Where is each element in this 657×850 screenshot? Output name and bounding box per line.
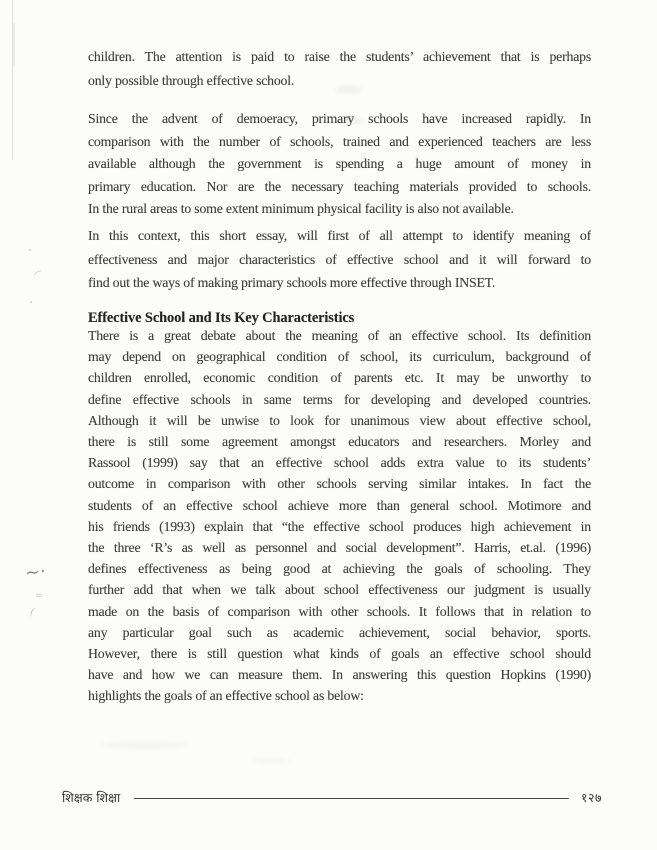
text-line: highlights the goals of an effective school as below: <box>88 688 364 704</box>
text-line: primary education. Nor are the necessary teaching materials provided to schools. <box>88 178 591 194</box>
text-line: his friends (1993) explain that “the effective school produces high achievement in <box>88 518 591 534</box>
footer-rule <box>134 798 569 800</box>
text-line: effectiveness and major characteristics of effective school and it will forward to <box>88 251 591 267</box>
footer-journal-title: शिक्षक शिक्षा <box>62 790 121 805</box>
text-line: defines effectiveness as being good at achieving the goals of schooling. They <box>88 561 591 577</box>
text-line: Although it will be unwise to look for unanimous view about effective school, <box>88 412 591 428</box>
text-line: there is still some agreement amongst educators and researchers. Morley and <box>88 434 591 450</box>
text-line: comparison with the number of schools, trained and experienced teachers are less <box>88 133 591 149</box>
margin-smudge: ( <box>31 268 42 278</box>
text-line: further add that when we talk about school effectiveness our judgment is usually <box>88 582 591 598</box>
text-line: only possible through effective school. <box>88 72 295 88</box>
paragraph-intro <box>88 45 591 92</box>
text-line: students of an effective school achieve more than general school. Motimore and <box>88 497 591 513</box>
margin-smudge: · <box>29 296 34 311</box>
text-line: In this context, this short essay, will first of all attempt to identify meaning of <box>88 228 591 243</box>
page-footer <box>62 789 602 806</box>
bleed-through-smudge <box>100 742 190 748</box>
text-line: the three ‘R’s as well as personnel and social development”. Harris, et.al. (1996) <box>88 540 591 556</box>
text-line: have and how we can measure them. In answering this question Hopkins (1990) <box>88 667 591 683</box>
text-line: find out the ways of making primary schools more effective through INSET. <box>88 275 496 290</box>
bleed-through-smudge <box>250 758 290 763</box>
footer-page-number: १२७ <box>580 790 602 805</box>
section-heading: Effective School and Its Key Characteristics <box>88 310 355 326</box>
text-line: made on the basis of comparison with other schools. It follows that in relation to <box>88 603 591 619</box>
text-line: Rassool (1999) say that an effective school adds extra value to its students’ <box>88 455 591 471</box>
text-line: may depend on geographical condition of school, its curriculum, background of <box>88 349 591 365</box>
text-line: children. The attention is paid to raise the students’ achievement that is perhaps <box>88 49 591 64</box>
text-line: define effective schools in same terms for developing and developed countries. <box>88 391 591 407</box>
text-line: There is a great debate about the meaning of an effective school. Its definition <box>88 328 591 343</box>
text-line: children enrolled, economic condition of parents etc. It may be unworthy to <box>88 370 591 386</box>
margin-smudge: - <box>26 242 34 257</box>
text-line: However, there is still question what kinds of goals an effective school should <box>88 646 591 662</box>
text-line: In the rural areas to some extent minimum physical facility is also not available. <box>88 201 514 216</box>
paragraph-democracy-schools <box>88 108 591 221</box>
margin-pen-mark: ~· <box>23 560 47 585</box>
text-line: any particular goal such as academic achievement, social behavior, sports. <box>88 624 591 640</box>
scan-edge-artifact <box>13 22 15 67</box>
text-line: available although the government is spending a huge amount of money in <box>88 156 591 171</box>
margin-smudge: ( <box>27 606 37 619</box>
margin-smudge: = <box>35 591 42 601</box>
text-line: Since the advent of demoeracy, primary schools have increased rapidly. In <box>88 111 591 126</box>
text-line: outcome in comparison with other schools serving similar intakes. In fact the <box>88 476 591 492</box>
paragraph-essay-purpose <box>88 224 591 295</box>
paragraph-effective-school-definition <box>88 325 591 707</box>
